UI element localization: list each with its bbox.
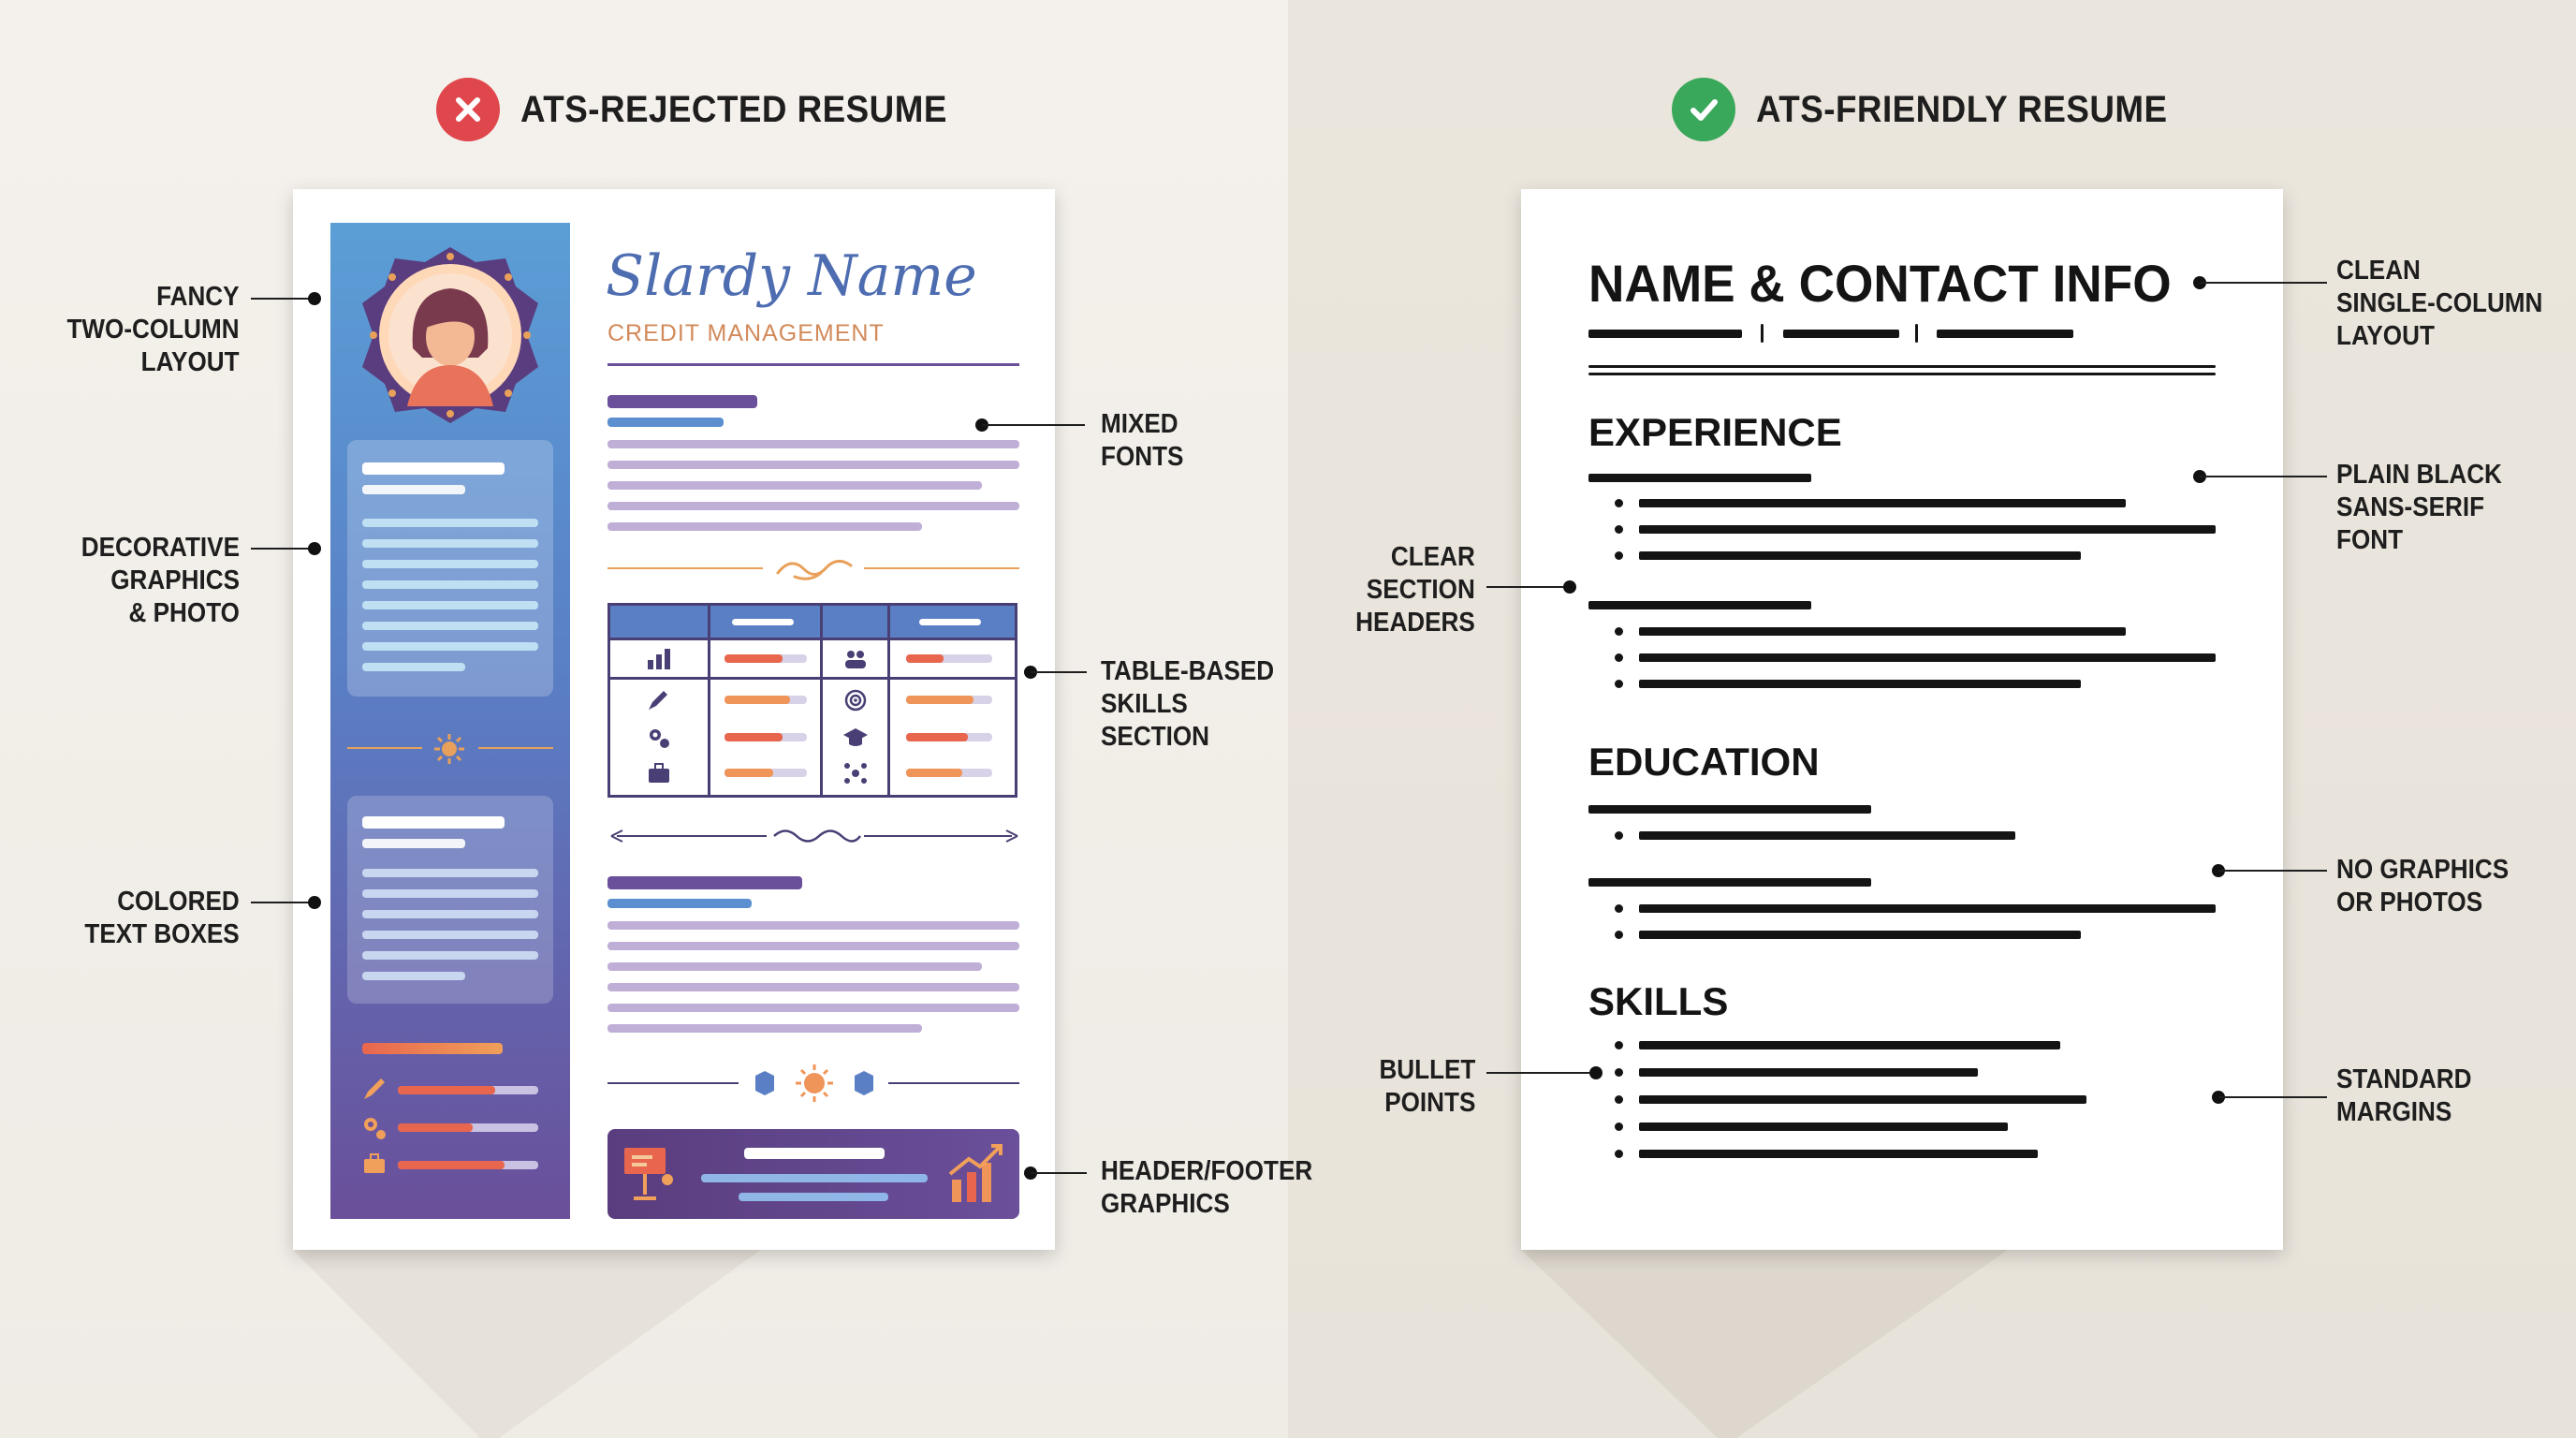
resume-sidebar: [330, 223, 570, 1219]
callout-plain-black-font: PLAIN BLACK SANS-SERIF FONT: [2336, 460, 2502, 555]
callout-colored-text-boxes: COLORED TEXT BOXES: [84, 887, 240, 949]
resume-fancy-name: Slardy Name: [606, 243, 977, 309]
x-icon: [436, 78, 500, 141]
arrow-flourish-divider: [607, 822, 1021, 850]
colored-text-box-1: [347, 440, 553, 697]
flourish-ornament-icon: [772, 552, 856, 584]
rejected-heading: [436, 77, 984, 142]
rejected-resume-document: [293, 189, 1055, 1250]
rejected-heading-text: ATS-REJECTED RESUME: [520, 88, 947, 130]
skills-table: [607, 603, 1017, 798]
check-icon: [1672, 78, 1735, 141]
callout-bullet-points: BULLET POINTS: [1379, 1055, 1475, 1118]
sun-ornament-icon: [752, 1064, 877, 1103]
colored-text-box-2: [347, 796, 553, 1004]
callout-table-based-skills: TABLE-BASED SKILLS SECTION: [1101, 656, 1275, 752]
callout-standard-margins: STANDARD MARGINS: [2336, 1064, 2472, 1127]
briefcase-icon: [360, 1150, 388, 1178]
header-rule: [1588, 365, 2216, 368]
resume-fancy-subtitle: CREDIT MANAGEMENT: [607, 320, 885, 346]
experience-heading: EXPERIENCE: [1588, 410, 1842, 454]
bar-chart-icon: [646, 647, 672, 671]
gears-icon: [360, 1114, 388, 1142]
callout-header-footer-graphics: HEADER/FOOTER GRAPHICS: [1101, 1156, 1313, 1219]
footer-graphic-banner: [607, 1129, 1019, 1219]
sun-ornament-icon: [433, 733, 465, 765]
presentation-icon: [619, 1142, 681, 1204]
friendly-heading: [1672, 77, 2203, 142]
education-heading: EDUCATION: [1588, 740, 1820, 784]
callout-clean-single-column: CLEAN SINGLE-COLUMN LAYOUT: [2336, 256, 2543, 351]
people-icon: [842, 647, 869, 671]
briefcase-icon: [646, 761, 672, 785]
callout-decorative-graphics: DECORATIVE GRAPHICS & PHOTO: [80, 533, 240, 628]
callout-fancy-two-column: FANCY TWO-COLUMN LAYOUT: [66, 282, 240, 377]
pencil-icon: [360, 1075, 388, 1103]
right-doc-shadow: [1521, 1250, 2008, 1438]
left-doc-shadow: [293, 1250, 761, 1438]
graduation-cap-icon: [842, 726, 869, 750]
friendly-heading-text: ATS-FRIENDLY RESUME: [1756, 88, 2168, 130]
skills-heading: SKILLS: [1588, 979, 1729, 1023]
name-underline: [607, 363, 1019, 366]
callout-clear-section-headers: CLEAR SECTION HEADERS: [1355, 542, 1475, 638]
name-contact-heading: NAME & CONTACT INFO: [1588, 254, 2172, 313]
network-icon: [842, 761, 869, 785]
callout-mixed-fonts: MIXED FONTS: [1101, 409, 1184, 472]
pencil-icon: [646, 688, 672, 712]
target-icon: [842, 688, 869, 712]
profile-photo: [360, 245, 540, 425]
gears-icon: [646, 726, 672, 750]
growth-chart-icon: [944, 1140, 1008, 1208]
ats-friendly-resume-document: [1521, 189, 2283, 1250]
callout-no-graphics-photos: NO GRAPHICS OR PHOTOS: [2336, 855, 2510, 917]
